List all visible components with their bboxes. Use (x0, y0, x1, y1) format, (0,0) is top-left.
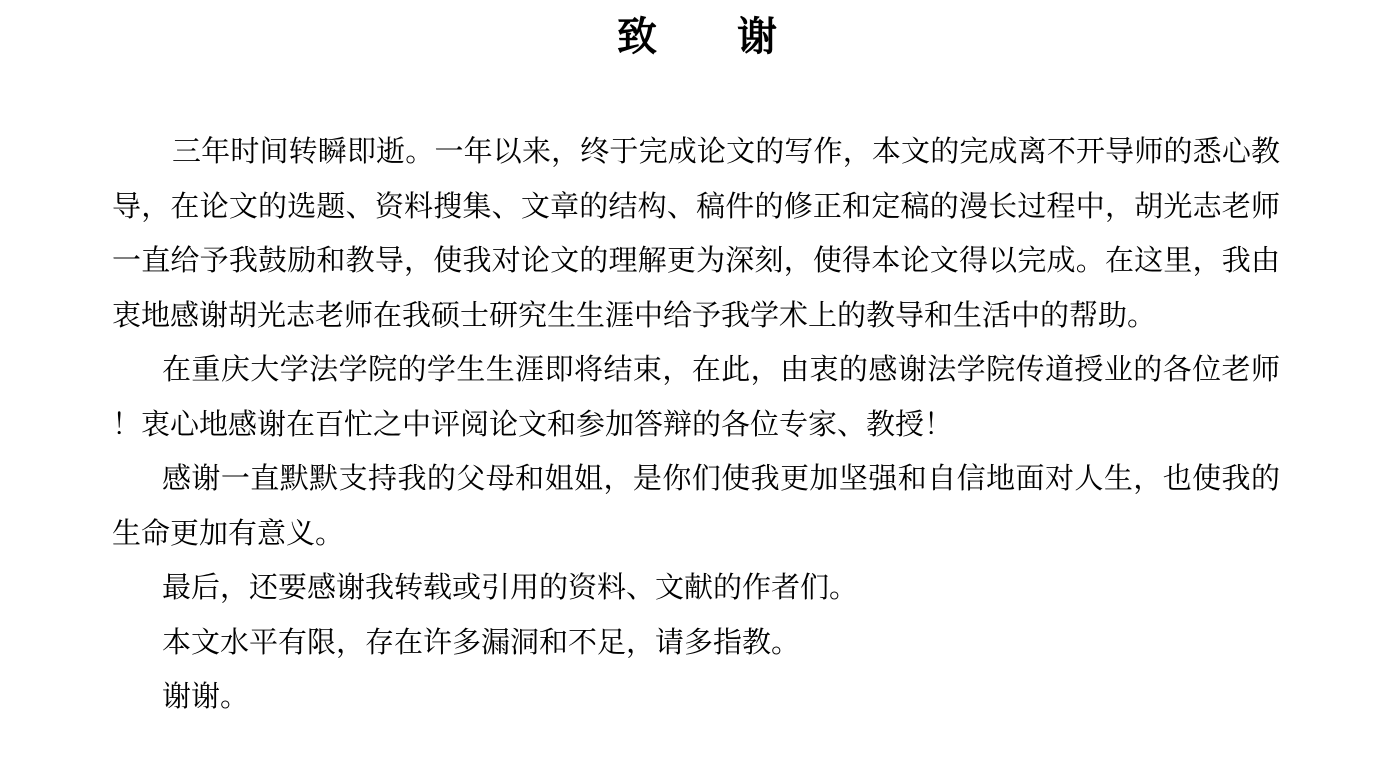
paragraph-family-thanks: 感谢一直默默支持我的父母和姐姐，是你们使我更加坚强和自信地面对人生，也使我的生命更加有意义。 (112, 461, 1280, 550)
paragraph-authors-thanks: 最后，还要感谢我转载或引用的资料、文献的作者们。 (162, 570, 859, 604)
paragraph-closing: 谢谢。 (162, 679, 250, 713)
paragraph-faculty-thanks: 在重庆大学法学院的学生生涯即将结束，在此，由衷的感谢法学院传道授业的各位老师！衷心地感谢在百忙之中评阅论文和参加答辩的各位专家、教授！ (112, 352, 1280, 441)
page-title: 致 谢 (617, 14, 777, 60)
paragraph-advisor-thanks: 三年时间转瞬即逝。一年以来，终于完成论文的写作，本文的完成离不开导师的悉心教导，在论文的选题、资料搜集、文章的结构、稿件的修正和定稿的漫长过程中，胡光志老师一直给予我鼓励和教导，使我对论文的理解更为深刻，使得本论文得以完成。在这里，我由衷地感谢胡光志老师在我硕士研究生生涯中给予我学术上的教导和生活中的帮助。 (112, 134, 1280, 332)
acknowledgement-body (112, 124, 1280, 724)
paragraph-limitations: 本文水平有限，存在许多漏洞和不足，请多指教。 (162, 624, 801, 659)
